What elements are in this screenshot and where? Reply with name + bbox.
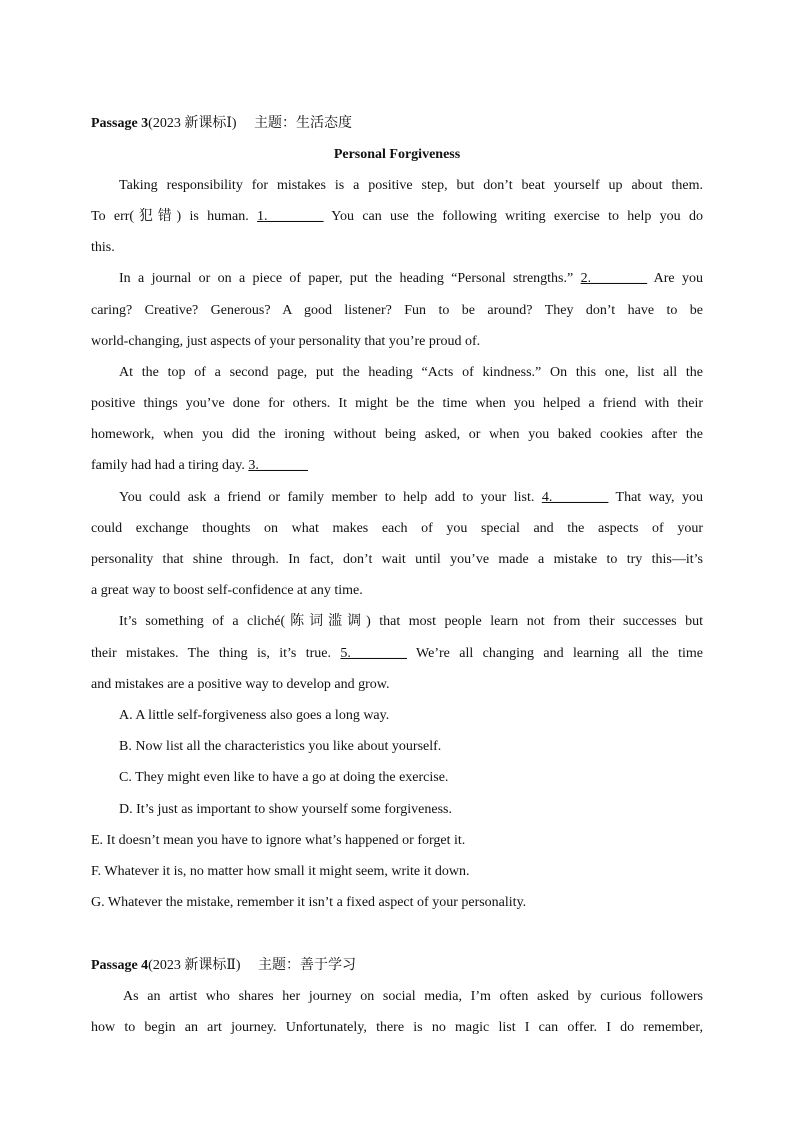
text-line: a great way to boost self-confidence at any time.: [91, 583, 363, 598]
blank-4[interactable]: 4.________: [541, 490, 609, 505]
text-line: world-changing, just aspects of your personality that you’re proud of.: [91, 334, 481, 349]
passage3-heading: [91, 115, 703, 133]
text-segment: That way, you: [608, 490, 703, 505]
text-line: and mistakes are a positive way to develop and grow.: [91, 677, 390, 692]
blank-5[interactable]: 5.________: [340, 646, 407, 661]
option-a: A. A little self-forgiveness also goes a long way.: [119, 708, 390, 723]
option-b: B. Now list all the characteristics you like about yourself.: [119, 739, 442, 754]
text-segment: their mistakes. The thing is, it’s true.: [91, 646, 341, 661]
passage3-source: (2023 新课标Ⅰ): [148, 116, 237, 131]
passage3-theme: 主题：生活态度: [254, 116, 353, 131]
option-e: E. It doesn’t mean you have to ignore what’s happened or forget it.: [91, 833, 466, 848]
text-line: [91, 489, 703, 507]
option-c: C. They might even like to have a go at doing the exercise.: [119, 770, 449, 785]
passage4-heading: [91, 957, 703, 975]
text-segment: Are you: [647, 271, 703, 286]
text-line: caring? Creative? Generous? A good listener? Fun to be around? They don’t have to be: [91, 303, 703, 318]
option-g: G. Whatever the mistake, remember it isn’t a fixed aspect of your personality.: [91, 895, 527, 910]
option-d: D. It’s just as important to show yourself some forgiveness.: [119, 802, 452, 817]
blank-2[interactable]: 2.________: [580, 271, 648, 286]
passage3-label: Passage 3: [91, 116, 149, 131]
text-segment: In a journal or on a piece of paper, put the heading “Personal strengths.”: [119, 271, 581, 286]
text-segment: We’re all changing and learning all the time: [406, 646, 703, 661]
text-line: It’s something of a cliché(陈词滥调) that most people learn not from their successes but: [119, 614, 703, 629]
text-segment: To err(犯错) is human.: [91, 209, 258, 224]
text-line: [91, 270, 703, 288]
text-line: [91, 645, 703, 663]
text-line: Taking responsibility for mistakes is a positive step, but don’t beat yourself up about them.: [119, 178, 703, 193]
text-line: this.: [91, 240, 115, 255]
text-line: could exchange thoughts on what makes each of you special and the aspects of your: [91, 521, 703, 536]
text-segment: You can use the following writing exercise to help you do: [323, 209, 703, 224]
text-line: positive things you’ve done for others. It might be the time when you helped a friend with their: [91, 396, 703, 411]
text-line: homework, when you did the ironing without being asked, or when you baked cookies after the: [91, 427, 703, 442]
text-segment: You could ask a friend or family member to help add to your list.: [119, 490, 542, 505]
text-line: At the top of a second page, put the heading “Acts of kindness.” On this one, list all the: [119, 365, 703, 380]
blank-3[interactable]: 3._______: [248, 458, 308, 473]
blank-1[interactable]: 1.________: [257, 209, 324, 224]
text-line: how to begin an art journey. Unfortunately, there is no magic list I can offer. I do remember,: [91, 1020, 703, 1035]
text-segment: family had had a tiring day.: [91, 458, 249, 473]
text-line: [91, 208, 703, 226]
passage3-title: Personal Forgiveness: [333, 147, 461, 162]
text-line: As an artist who shares her journey on social media, I’m often asked by curious followers: [123, 989, 703, 1004]
passage4-theme: 主题：善于学习: [258, 958, 357, 973]
passage4-label: Passage 4: [91, 958, 149, 973]
text-line: personality that shine through. In fact, don’t wait until you’ve made a mistake to try this—it’s: [91, 552, 703, 567]
option-f: F. Whatever it is, no matter how small it might seem, write it down.: [91, 864, 470, 879]
passage4-source: (2023 新课标Ⅱ): [148, 958, 241, 973]
text-line: [91, 457, 703, 475]
